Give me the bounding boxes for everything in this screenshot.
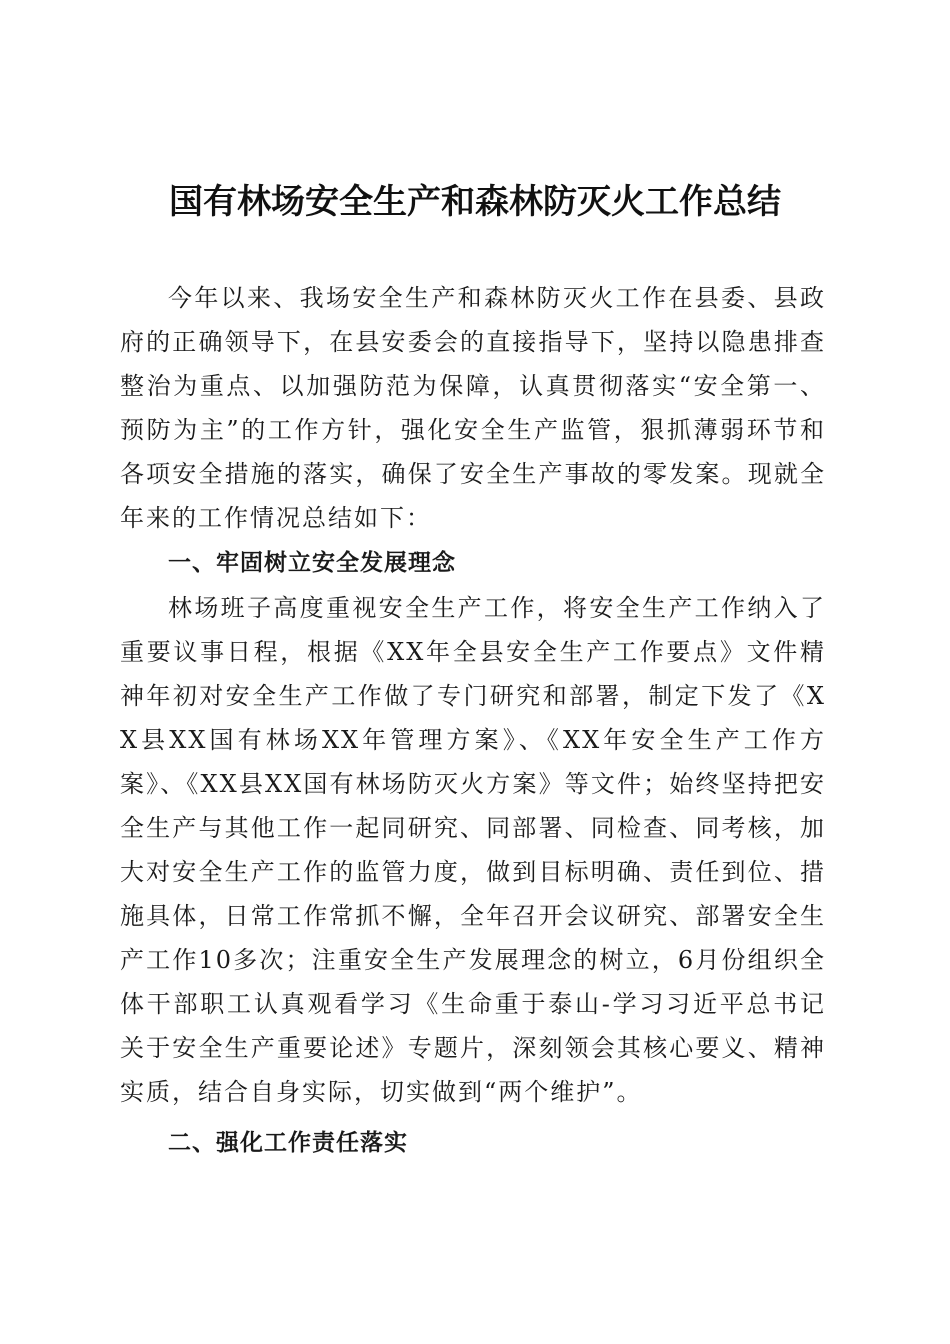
document-body bbox=[120, 276, 826, 1166]
section-heading-1: 一、牢固树立安全发展理念 bbox=[168, 550, 456, 576]
document-title: 国有林场安全生产和森林防灭火工作总结 bbox=[169, 182, 781, 222]
section-paragraph-1: 林场班子高度重视安全生产工作，将安全生产工作纳入了重要议事日程，根据《XX年全县安全生产工作要点》文件精神年初对安全生产工作做了专门研究和部署，制定下发了《XX县XX国有林场XX年管理方案》、《XX年安全生产工作方案》、《XX县XX国有林场防灭火方案》等文件；始终坚持把安全生产与其他工作一起同研究、同部署、同检查、同考核，加大对安全生产工作的监管力度，做到目标明确、责任到位、措施具体，日常工作常抓不懈，全年召开会议研究、部署安全生产工作10多次；注重安全生产发展理念的树立，6月份组织全体干部职工认真观看学习《生命重于泰山-学习习近平总书记关于安全生产重要论述》专题片，深刻领会其核心要义、精神实质，结合自身实际，切实做到“两个维护”。 bbox=[120, 594, 826, 1106]
intro-paragraph: 今年以来、我场安全生产和森林防灭火工作在县委、县政府的正确领导下，在县安委会的直接指导下，坚持以隐患排查整治为重点、以加强防范为保障，认真贯彻落实“安全第一、预防为主”的工作方针，强化安全生产监管，狠抓薄弱环节和各项安全措施的落实，确保了安全生产事故的零发案。现就全年来的工作情况总结如下： bbox=[120, 284, 826, 532]
section-heading-2: 二、强化工作责任落实 bbox=[168, 1130, 408, 1156]
